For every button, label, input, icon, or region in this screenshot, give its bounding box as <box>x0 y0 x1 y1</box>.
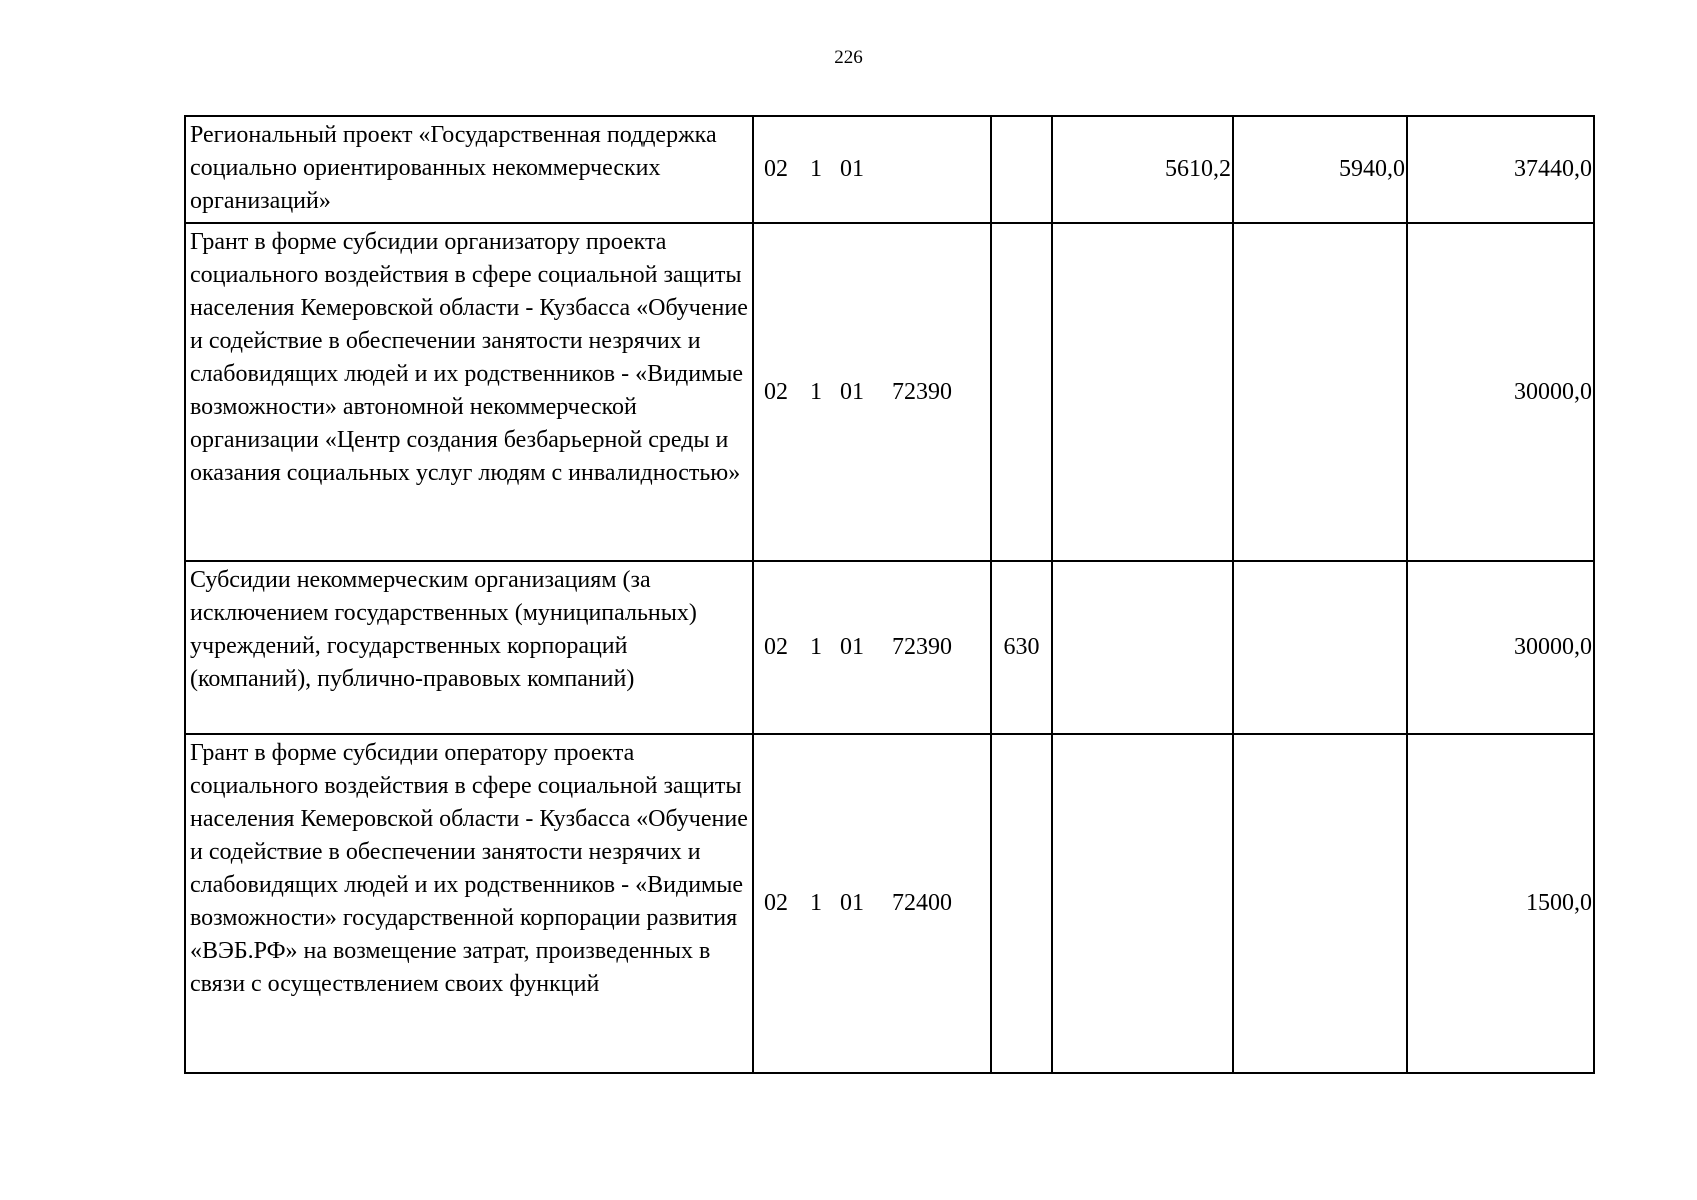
main-event-code: 01 <box>840 156 864 182</box>
main-event-code: 01 <box>840 378 864 405</box>
main-event-code: 01 <box>840 634 864 660</box>
expense-type-code: 630 <box>991 561 1052 734</box>
amount-year-1 <box>1052 734 1233 1073</box>
table-row <box>185 561 1594 734</box>
program-code: 02 <box>764 156 788 182</box>
subprogram-code: 1 <box>810 634 822 660</box>
subprogram-code: 1 <box>810 156 822 182</box>
amount-year-1 <box>1052 561 1233 734</box>
table-row <box>185 116 1594 223</box>
row-description: Субсидии некоммерческим организациям (за исключением государственных (муниципальных) учреждений, государственных корпораций (компаний), публично-правовых компаний) <box>185 561 753 734</box>
row-description: Грант в форме субсидии организатору проекта социального воздействия в сфере социальной защиты населения Кемеровской области - Кузбасса «Обучение и содействие в обеспечении занятости незрячих и слабовидящих людей и их родственников - «Видимые возможности» автономной некоммерческой организации «Центр создания безбарьерной среды и оказания социальных услуг людям с инвалидностью» <box>185 223 753 561</box>
classification-code <box>753 561 991 734</box>
amount-year-3: 30000,0 <box>1407 561 1594 734</box>
classification-code <box>753 223 991 561</box>
amount-year-2 <box>1233 734 1407 1073</box>
amount-year-1 <box>1052 223 1233 561</box>
amount-year-3: 30000,0 <box>1407 223 1594 561</box>
amount-year-3: 37440,0 <box>1407 116 1594 223</box>
direction-code: 72400 <box>892 890 952 916</box>
classification-code <box>753 734 991 1073</box>
amount-year-3: 1500,0 <box>1407 734 1594 1073</box>
direction-code: 72390 <box>892 378 952 405</box>
table-row <box>185 734 1594 1073</box>
page-number: 226 <box>834 47 863 68</box>
table-row <box>185 223 1594 561</box>
amount-year-1: 5610,2 <box>1052 116 1233 223</box>
row-description: Грант в форме субсидии оператору проекта социального воздействия в сфере социальной защиты населения Кемеровской области - Кузбасса «Обучение и содействие в обеспечении занятости незрячих и слабовидящих людей и их родственников - «Видимые возможности» государственной корпорации развития «ВЭБ.РФ» на возмещение затрат, произведенных в связи с осуществлением своих функций <box>185 734 753 1073</box>
expense-type-code <box>991 116 1052 223</box>
program-code: 02 <box>764 890 788 916</box>
amount-year-2 <box>1233 561 1407 734</box>
main-event-code: 01 <box>840 890 864 916</box>
classification-code <box>753 116 991 223</box>
program-code: 02 <box>764 378 788 405</box>
subprogram-code: 1 <box>810 378 822 405</box>
expense-type-code <box>991 223 1052 561</box>
amount-year-2 <box>1233 223 1407 561</box>
expense-type-code <box>991 734 1052 1073</box>
budget-table <box>184 115 1595 1074</box>
row-description: Региональный проект «Государственная поддержка социально ориентированных некоммерческих организаций» <box>185 116 753 223</box>
direction-code: 72390 <box>892 634 952 660</box>
amount-year-2: 5940,0 <box>1233 116 1407 223</box>
program-code: 02 <box>764 634 788 660</box>
subprogram-code: 1 <box>810 890 822 916</box>
